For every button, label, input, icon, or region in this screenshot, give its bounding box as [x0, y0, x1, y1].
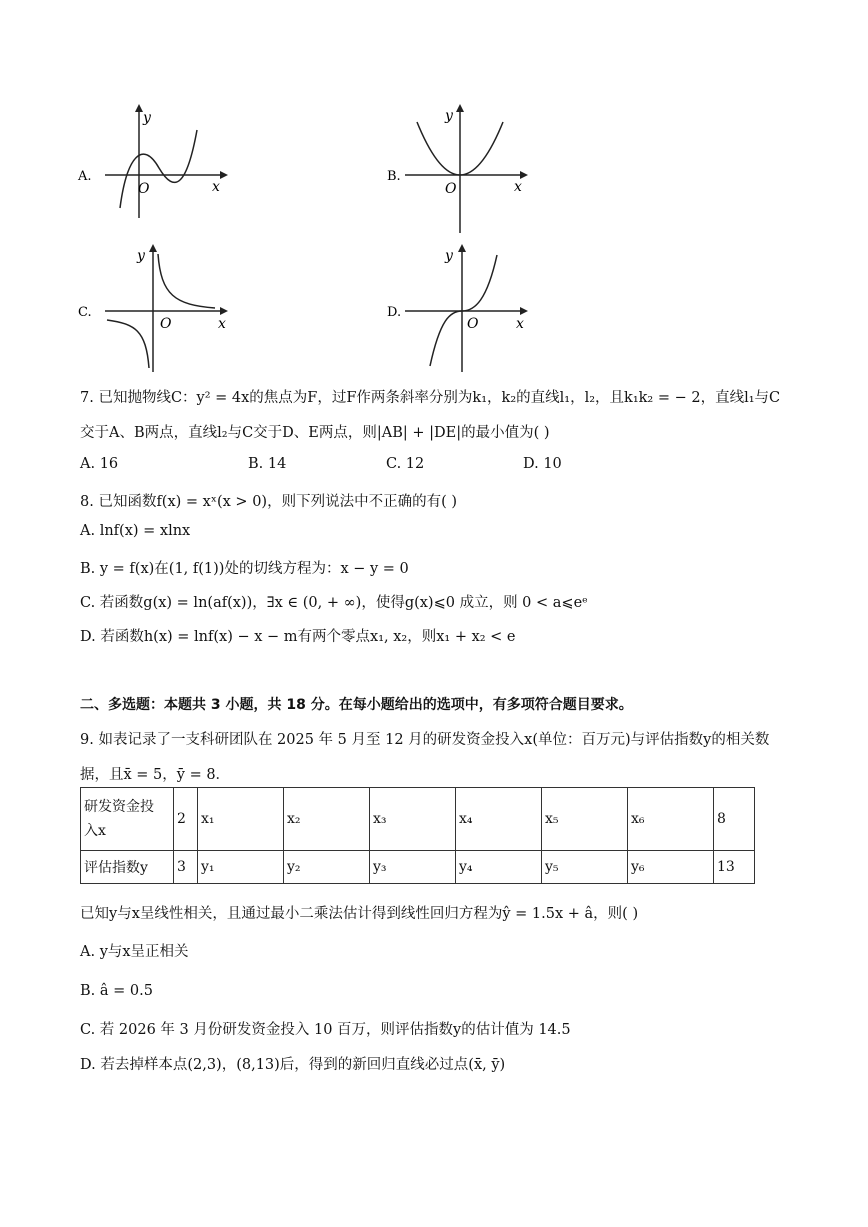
graph-a-origin: O	[138, 181, 150, 197]
q8-option-c: C. 若函数g(x) = ln(af(x))，∃x ∈ (0, + ∞)，使得g(x)⩽0 成立，则 0 < a⩽eᵉ	[80, 595, 588, 611]
graph-a-svg	[75, 100, 235, 220]
graph-c-ylabel: y	[137, 248, 145, 264]
graph-d-ylabel: y	[445, 248, 453, 264]
table-cell: y₂	[284, 851, 370, 884]
table-cell: 3	[174, 851, 198, 884]
q8-option-a: A. lnf(x) = xlnx	[80, 523, 191, 539]
table-cell: y₆	[628, 851, 714, 884]
table-row	[81, 851, 755, 884]
graph-d-origin: O	[467, 316, 479, 332]
graph-c-origin: O	[160, 316, 172, 332]
graph-d-label: D.	[387, 305, 402, 320]
graph-d-xlabel: x	[516, 316, 524, 332]
table-cell: x₄	[456, 788, 542, 851]
graph-option-c	[75, 240, 235, 375]
table-header-cell	[81, 788, 174, 851]
table-cell: y₃	[370, 851, 456, 884]
q9-stem-line1: 9. 如表记录了一支科研团队在 2025 年 5 月至 12 月的研发资金投入x(单位：百万元)与评估指数y的相关数	[80, 732, 770, 748]
table-cell: x₂	[284, 788, 370, 851]
table-cell: x₅	[542, 788, 628, 851]
table-cell: 2	[174, 788, 198, 851]
q9-option-c: C. 若 2026 年 3 月份研发资金投入 10 百万，则评估指数y的估计值为 14.5	[80, 1022, 571, 1038]
q8-stem: 8. 已知函数f(x) = xˣ(x > 0)，则下列说法中不正确的有( )	[80, 494, 457, 510]
q7-option-a: A. 16	[80, 456, 119, 472]
table-cell: x₃	[370, 788, 456, 851]
q9-stem-line2: 据，且x̄ = 5，ȳ = 8．	[80, 767, 231, 783]
graph-c-label: C.	[78, 305, 92, 320]
q9-option-b: B. â = 0.5	[80, 983, 153, 999]
graph-option-b	[385, 100, 545, 240]
graph-option-d	[385, 240, 545, 375]
q8-option-d: D. 若函数h(x) = lnf(x) − x − m有两个零点x₁, x₂，则x₁ + x₂ < e	[80, 629, 516, 645]
q7-option-b: B. 14	[248, 456, 287, 472]
q7-stem-line2: 交于A、B两点，直线l₂与C交于D、E两点，则|AB| + |DE|的最小值为( )	[80, 425, 550, 441]
q8-option-b: B. y = f(x)在(1, f(1))处的切线方程为：x − y = 0	[80, 561, 409, 577]
q9-data-table	[80, 787, 755, 884]
q7-stem-line1: 7. 已知抛物线C：y² = 4x的焦点为F，过F作两条斜率分别为k₁，k₂的直线l₁，l₂，且k₁k₂ = − 2，直线l₁与C	[80, 390, 781, 406]
table-cell: y₄	[456, 851, 542, 884]
q9-followup: 已知y与x呈线性相关，且通过最小二乘法估计得到线性回归方程为ŷ = 1.5x + â，则( )	[80, 906, 639, 922]
table-header-x-line2: 入x	[84, 823, 106, 839]
graph-c-svg	[75, 240, 235, 375]
graph-b-label: B.	[387, 169, 401, 184]
graph-b-origin: O	[445, 181, 457, 197]
table-header-x-line1: 研发资金投	[84, 799, 154, 815]
table-row	[81, 788, 755, 851]
table-cell: x₁	[198, 788, 284, 851]
table-cell: y₁	[198, 851, 284, 884]
graph-b-xlabel: x	[514, 179, 522, 195]
table-header-cell: 评估指数y	[81, 851, 174, 884]
q9-option-a: A. y与x呈正相关	[80, 944, 189, 960]
graph-b-svg	[385, 100, 545, 240]
section-2-header: 二、多选题：本题共 3 小题，共 18 分。在每小题给出的选项中，有多项符合题目要求。	[80, 697, 633, 713]
q7-option-c: C. 12	[386, 456, 425, 472]
graph-a-ylabel: y	[143, 110, 151, 126]
graph-a-xlabel: x	[212, 179, 220, 195]
q9-option-d: D. 若去掉样本点(2,3)，(8,13)后，得到的新回归直线必过点(x̄, ȳ)	[80, 1057, 506, 1073]
table-cell: 13	[714, 851, 755, 884]
graph-option-a	[75, 100, 235, 220]
q7-option-d: D. 10	[523, 456, 562, 472]
table-cell: 8	[714, 788, 755, 851]
table-cell: y₅	[542, 851, 628, 884]
graph-b-ylabel: y	[445, 108, 453, 124]
graph-c-xlabel: x	[218, 316, 226, 332]
graph-d-svg	[385, 240, 545, 375]
table-cell: x₆	[628, 788, 714, 851]
graph-a-label: A.	[78, 169, 92, 184]
